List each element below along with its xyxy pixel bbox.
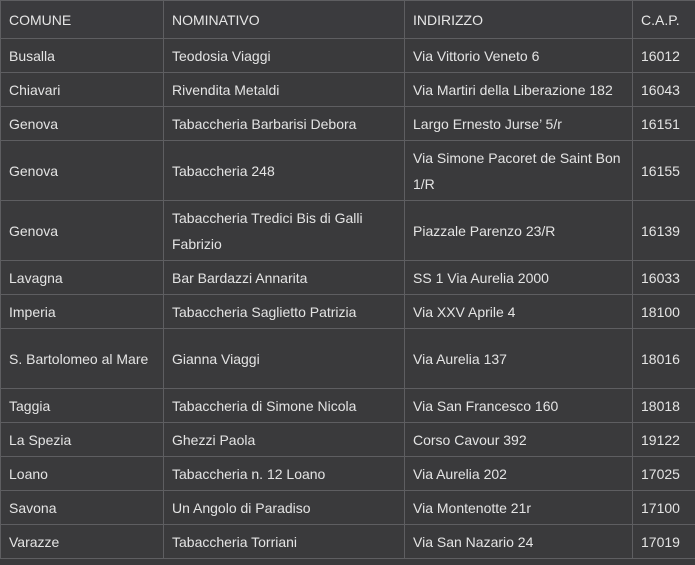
cell-comune: S. Bartolomeo al Mare	[1, 329, 164, 389]
header-indirizzo: INDIRIZZO	[405, 1, 633, 39]
table-row	[1, 423, 695, 457]
cell-nominativo: Gianna Viaggi	[164, 329, 405, 389]
header-nominativo: NOMINATIVO	[164, 1, 405, 39]
cell-indirizzo: Via San Francesco 160	[405, 389, 633, 423]
cell-cap: 17019	[633, 525, 695, 559]
cell-comune: Genova	[1, 141, 164, 201]
header-comune: COMUNE	[1, 1, 164, 39]
cell-indirizzo: Via Aurelia 202	[405, 457, 633, 491]
table-row	[1, 491, 695, 525]
cell-nominativo: Teodosia Viaggi	[164, 39, 405, 73]
header-cap: C.A.P.	[633, 1, 695, 39]
cell-nominativo: Tabaccheria Torriani	[164, 525, 405, 559]
cell-indirizzo: Piazzale Parenzo 23/R	[405, 201, 633, 261]
table-row	[1, 457, 695, 491]
cell-cap: 16155	[633, 141, 695, 201]
cell-comune: Loano	[1, 457, 164, 491]
cell-cap: 16151	[633, 107, 695, 141]
cell-comune: Varazze	[1, 525, 164, 559]
cell-nominativo: Tabaccheria Barbarisi Debora	[164, 107, 405, 141]
table-row	[1, 39, 695, 73]
table-row	[1, 201, 695, 261]
cell-indirizzo: Corso Cavour 392	[405, 423, 633, 457]
cell-cap: 18016	[633, 329, 695, 389]
table-row	[1, 389, 695, 423]
cell-comune: Genova	[1, 107, 164, 141]
cell-comune: Lavagna	[1, 261, 164, 295]
table-header-row	[1, 1, 695, 39]
cell-indirizzo: Via Martiri della Liberazione 182	[405, 73, 633, 107]
cell-indirizzo: Via Montenotte 21r	[405, 491, 633, 525]
cell-indirizzo: Largo Ernesto Jurse’ 5/r	[405, 107, 633, 141]
cell-cap: 18018	[633, 389, 695, 423]
table-row	[1, 73, 695, 107]
cell-cap: 16043	[633, 73, 695, 107]
cell-indirizzo: Via Aurelia 137	[405, 329, 633, 389]
table-row	[1, 329, 695, 389]
cell-cap: 19122	[633, 423, 695, 457]
cell-cap: 18100	[633, 295, 695, 329]
cell-cap: 16139	[633, 201, 695, 261]
cell-comune: Imperia	[1, 295, 164, 329]
table-row	[1, 107, 695, 141]
table-row	[1, 141, 695, 201]
cell-nominativo: Un Angolo di Paradiso	[164, 491, 405, 525]
cell-nominativo: Tabaccheria Tredici Bis di Galli Fabrizio	[164, 201, 405, 261]
cell-nominativo: Tabaccheria di Simone Nicola	[164, 389, 405, 423]
cell-indirizzo: Via Simone Pacoret de Saint Bon 1/R	[405, 141, 633, 201]
cell-comune: Taggia	[1, 389, 164, 423]
cell-comune: Chiavari	[1, 73, 164, 107]
cell-nominativo: Ghezzi Paola	[164, 423, 405, 457]
table-row	[1, 261, 695, 295]
cell-nominativo: Rivendita Metaldi	[164, 73, 405, 107]
cell-indirizzo: SS 1 Via Aurelia 2000	[405, 261, 633, 295]
cell-comune: Busalla	[1, 39, 164, 73]
cell-nominativo: Tabaccheria 248	[164, 141, 405, 201]
cell-indirizzo: Via XXV Aprile 4	[405, 295, 633, 329]
cell-indirizzo: Via San Nazario 24	[405, 525, 633, 559]
cell-nominativo: Tabaccheria n. 12 Loano	[164, 457, 405, 491]
cell-cap: 16033	[633, 261, 695, 295]
cell-comune: Savona	[1, 491, 164, 525]
cell-indirizzo: Via Vittorio Veneto 6	[405, 39, 633, 73]
table-row	[1, 295, 695, 329]
cell-nominativo: Tabaccheria Saglietto Patrizia	[164, 295, 405, 329]
cell-cap: 16012	[633, 39, 695, 73]
cell-comune: Genova	[1, 201, 164, 261]
cell-comune: La Spezia	[1, 423, 164, 457]
cell-cap: 17025	[633, 457, 695, 491]
cell-nominativo: Bar Bardazzi Annarita	[164, 261, 405, 295]
cell-cap: 17100	[633, 491, 695, 525]
table-row	[1, 525, 695, 559]
